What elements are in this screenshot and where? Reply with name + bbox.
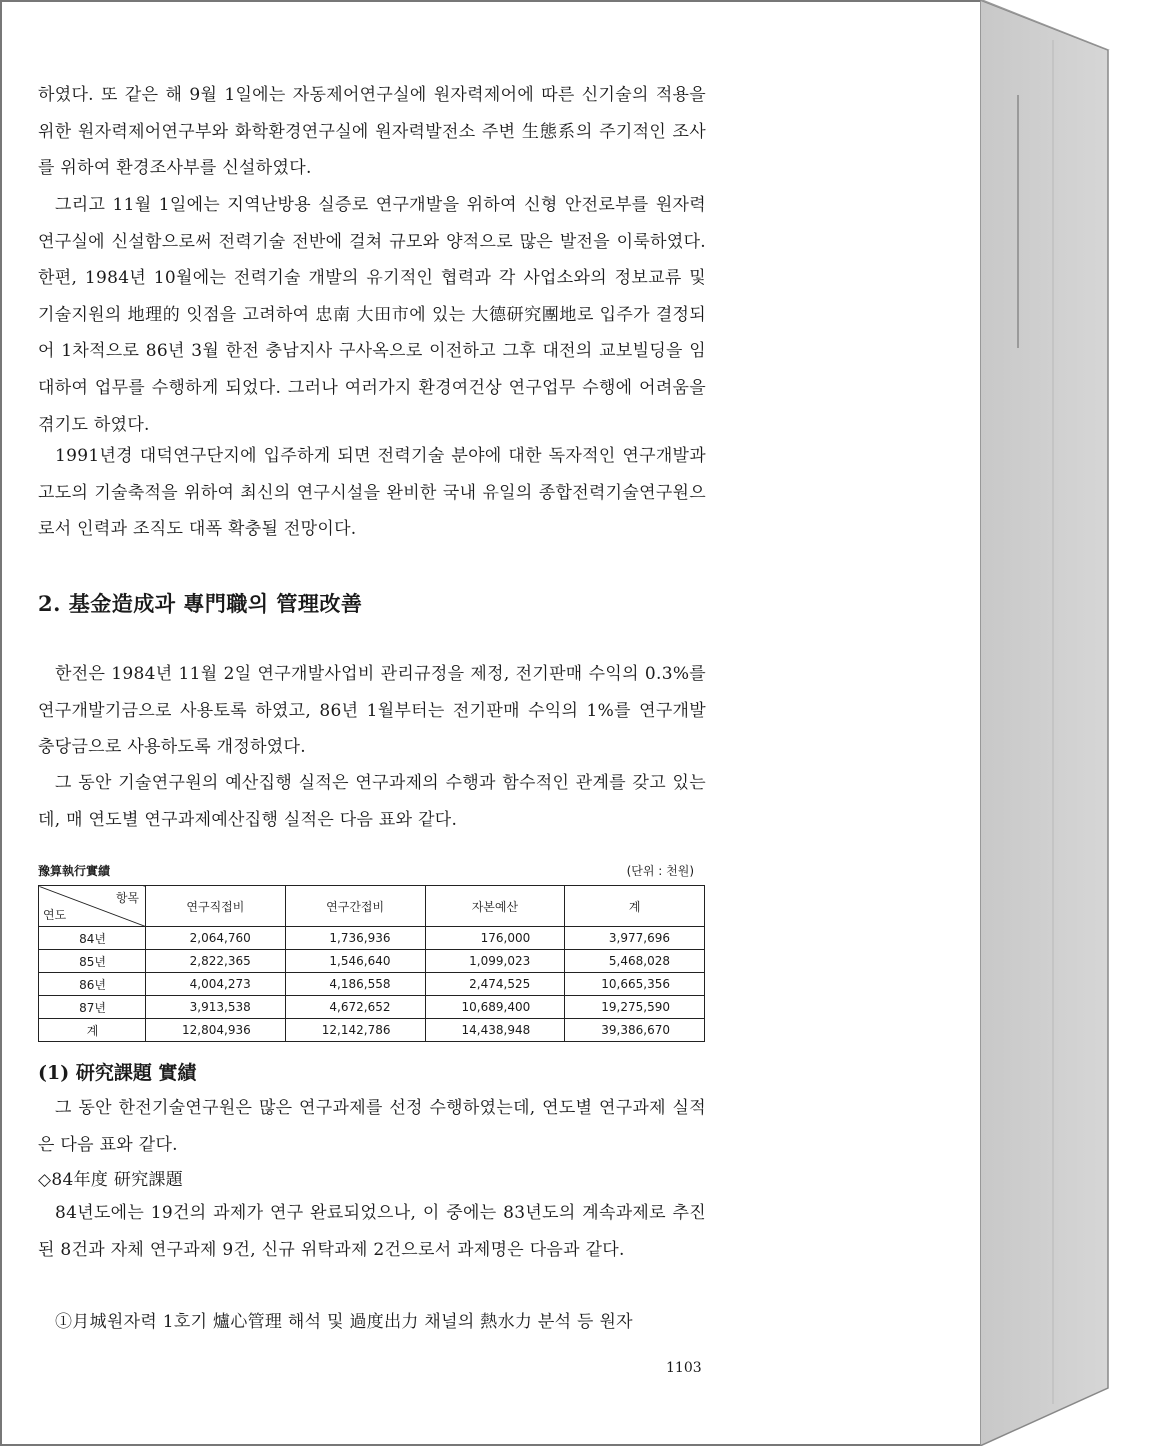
table-cell: 1,736,936 bbox=[285, 927, 425, 950]
table-unit: (단위 : 천원) bbox=[626, 864, 694, 878]
table-cell: 12,804,936 bbox=[146, 1019, 286, 1042]
table-cell: 4,004,273 bbox=[146, 973, 286, 996]
table-row bbox=[39, 973, 705, 996]
table-cell: 2,474,525 bbox=[425, 973, 565, 996]
year-cell: 84년 bbox=[39, 927, 146, 950]
column-header: 연구직접비 bbox=[146, 886, 286, 927]
table-cell: 10,665,356 bbox=[565, 973, 705, 996]
table-row bbox=[39, 950, 705, 973]
section-heading: 2. 基金造成과 專門職의 管理改善 bbox=[38, 591, 363, 616]
table-corner-cell bbox=[39, 886, 146, 927]
table-cell: 176,000 bbox=[425, 927, 565, 950]
table-cell: 3,913,538 bbox=[146, 996, 286, 1019]
table-row bbox=[39, 996, 705, 1019]
table-cell: 2,064,760 bbox=[146, 927, 286, 950]
table-cell: 39,386,670 bbox=[565, 1019, 705, 1042]
table-cell: 3,977,696 bbox=[565, 927, 705, 950]
table-cell: 14,438,948 bbox=[425, 1019, 565, 1042]
item-heading: ◇84年度 研究課題 bbox=[38, 1170, 184, 1190]
year-cell: 85년 bbox=[39, 950, 146, 973]
sub-heading: (1) 研究課題 實績 bbox=[38, 1062, 197, 1084]
column-header: 계 bbox=[565, 886, 705, 927]
book-edge-shadow bbox=[980, 0, 1175, 1446]
table-total-row bbox=[39, 1019, 705, 1042]
page-number: 1103 bbox=[666, 1360, 702, 1376]
table-title: 豫算執行實績 bbox=[38, 864, 111, 878]
budget-table-block bbox=[38, 862, 706, 1042]
year-cell: 계 bbox=[39, 1019, 146, 1042]
budget-table bbox=[38, 885, 705, 1042]
table-header-row bbox=[39, 886, 705, 927]
corner-label-item: 항목 bbox=[115, 891, 139, 905]
table-cell: 4,672,652 bbox=[285, 996, 425, 1019]
paragraph: 84년도에는 19건의 과제가 연구 완료되었으나, 이 중에는 83년도의 계속과제로 추진된 8건과 자체 연구과제 9건, 신규 위탁과제 2건으로서 과제명은 다음과 같다. bbox=[38, 1203, 706, 1260]
corner-label-year: 연도 bbox=[43, 908, 67, 922]
column-header: 연구간접비 bbox=[285, 886, 425, 927]
year-cell: 87년 bbox=[39, 996, 146, 1019]
year-cell: 86년 bbox=[39, 973, 146, 996]
paragraph: 1991년경 대덕연구단지에 입주하게 되면 전력기술 분야에 대한 독자적인 연구개발과 고도의 기술축적을 위하여 최신의 연구시설을 완비한 국내 유일의 종합전력기술연구원으로서 인력과 조직도 대폭 확충될 전망이다. bbox=[38, 446, 706, 540]
paragraph: ①月城원자력 1호기 爐心管理 해석 및 過度出力 채널의 熱水力 분석 등 원자 bbox=[55, 1312, 633, 1332]
table-row bbox=[39, 927, 705, 950]
column-header: 자본예산 bbox=[425, 886, 565, 927]
table-cell: 2,822,365 bbox=[146, 950, 286, 973]
paragraph: 그 동안 기술연구원의 예산집행 실적은 연구과제의 수행과 함수적인 관계를 갖고 있는데, 매 연도별 연구과제예산집행 실적은 다음 표와 같다. bbox=[38, 773, 706, 830]
table-cell: 10,689,400 bbox=[425, 996, 565, 1019]
paragraph: 그 동안 한전기술연구원은 많은 연구과제를 선정 수행하였는데, 연도별 연구과제 실적은 다음 표와 같다. bbox=[38, 1098, 706, 1155]
paragraph: 하였다. 또 같은 해 9월 1일에는 자동제어연구실에 원자력제어에 따른 신기술의 적용을 위한 원자력제어연구부와 화학환경연구실에 원자력발전소 주변 生態系의 주기적인 조사를 위하여 환경조사부를 신설하였다. bbox=[38, 85, 706, 179]
table-cell: 4,186,558 bbox=[285, 973, 425, 996]
paragraph: 그리고 11월 1일에는 지역난방용 실증로 연구개발을 위하여 신형 안전로부를 원자력연구실에 신설함으로써 전력기술 전반에 걸쳐 규모와 양적으로 많은 발전을 이룩하였다. 한편, 1984년 10월에는 전력기술 개발의 유기적인 협력과 각 사업소와의 정보교류 및 기술지원의 地理的 잇점을 고려하여 忠南 大田市에 있는 大德研究團地로 입주가 결정되어 1차적으로 86년 3월 한전 충남지사 구사옥으로 이전하고 그후 대전의 교보빌딩을 임대하여 업무를 수행하게 되었다. 그러나 여러가지 환경여건상 연구업무 수행에 어려움을 겪기도 하였다. bbox=[38, 195, 706, 435]
table-cell: 1,546,640 bbox=[285, 950, 425, 973]
paragraph: 한전은 1984년 11월 2일 연구개발사업비 관리규정을 제정, 전기판매 수익의 0.3%를 연구개발기금으로 사용토록 하였고, 86년 1월부터는 전기판매 수익의 1%를 연구개발 충당금으로 사용하도록 개정하였다. bbox=[38, 664, 706, 758]
book-edge bbox=[980, 0, 1108, 1446]
table-caption bbox=[38, 862, 706, 879]
table-cell: 19,275,590 bbox=[565, 996, 705, 1019]
table-cell: 12,142,786 bbox=[285, 1019, 425, 1042]
table-cell: 1,099,023 bbox=[425, 950, 565, 973]
table-cell: 5,468,028 bbox=[565, 950, 705, 973]
